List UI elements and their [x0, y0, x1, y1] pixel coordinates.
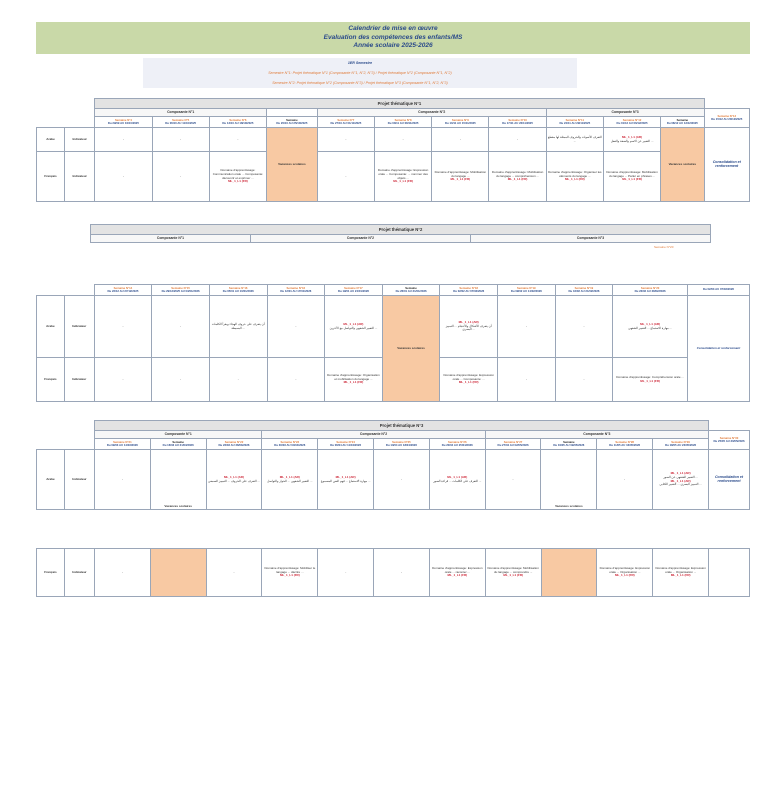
cell-empty: -: [206, 549, 262, 597]
cell-empty: -: [374, 549, 430, 597]
cell-content: Domaine d'apprentissage: Mobilisation du langage ... ML_1_L1 (FR): [432, 152, 489, 202]
week-header: Semaine N°23 Du 30/03 AU 04/04/2026: [262, 439, 318, 450]
week-header: Semaine Du 26/01 AU 31/01/2026: [382, 285, 440, 296]
semester-1-line: Semestre N°1: Projet thématique N°1 (Composante N°1, N°2, N°3) / Projet thématique N°2 (Composante N°1, N°2): [268, 71, 452, 75]
cell-content: ML_1_L1 (AR) التعرف على الحروف ... التمييز السمعي ...: [206, 450, 262, 510]
week-header: Semaine N°22 Du 23/03 AU 28/03/2026: [206, 439, 262, 450]
cell-empty: -: [95, 128, 152, 152]
cell-empty: -: [152, 128, 209, 152]
cell-content: ML_1_L1 (AR) التعبير الشفهي والتواصل مع الآخرين ...: [325, 296, 383, 358]
cell-content: التعرف الأصوات والحروف الممثلة لها مقطع ...: [546, 128, 603, 152]
cell-content: ML_1_L1 (AR) التعرف على الكلمات ... قراءة الصور ...: [429, 450, 485, 510]
cell-content: ML_1_L1 (AR) أن يتعرف الأشكال والأحجام ... التمييز البصري ...: [440, 296, 498, 358]
week-header: Semaine N°20 Du 23/02 AU 28/02/2026: [613, 285, 688, 296]
component-3-header: Composante N°3: [471, 235, 711, 243]
row-label-arabe: Arabe: [37, 128, 65, 152]
project-2-header-table: [90, 224, 711, 243]
cell-content: Domaine d'apprentissage: Mobilisation du langage ... comprendre ... ML_1_L1 (FR): [485, 549, 541, 597]
week-header: Semaine Du 04/05 AU 09/05/2026: [541, 439, 597, 450]
week-header: Du 02/03 AU 07/03/2026: [687, 285, 749, 296]
week-header: Semaine N°4 Du 29/09 AU 04/10/2025: [95, 117, 152, 128]
week-header: Semaine N°11 Du 24/11 AU 29/11/2025: [546, 117, 603, 128]
vacation-cell: Vacances scolaires: [267, 128, 318, 202]
calendar-table-project-3-francais: [36, 548, 750, 597]
row-label-arabe: Arabe: [37, 296, 65, 358]
cell-content: Domaine d'apprentissage: Communication orale ... Composante: découvrir et exprimer ... ML_1_L1 (FR): [209, 152, 266, 202]
week-header: Semaine N°10 Du 17/11 AU 22/11/2025: [489, 117, 546, 128]
component-3-header: Composante N°3: [546, 109, 704, 117]
cell-content: Domaine d'apprentissage: Expression orale ... Organisation ... ML_1_L1 (FR): [653, 549, 709, 597]
week-header: Semaine N°5 Du 06/10 AU 11/10/2025: [152, 117, 209, 128]
cell-empty: -: [489, 128, 546, 152]
cell-empty: -: [375, 128, 432, 152]
row-label-indicateur: Indicateur: [65, 128, 95, 152]
cell-empty: -: [555, 358, 613, 402]
cell-content: Domaine d'apprentissage: Compréhension orale ... ML_1_L1 (FR): [613, 358, 688, 402]
semester-heading: 1ER Semestre: [347, 61, 373, 65]
row-label-francais: Français: [37, 358, 65, 402]
cell-content: Domaine d'apprentissage: Mobiliser le langage ... décrire ... ML_1_L1 (FR): [262, 549, 318, 597]
cell-empty: -: [95, 152, 152, 202]
cell-content: Domaine d'apprentissage: Mobilisation du langage ... compréhension ... ML_1_L1 (FR): [489, 152, 546, 202]
cell-empty: -: [94, 549, 150, 597]
cell-content: ML_1_L1 (AR) التعبير عن الاسم والصفة والفعل ...: [603, 128, 660, 152]
consolidation-cell: Consolidation et renforcement: [709, 450, 750, 510]
row-label-indicateur: Indicateur: [64, 549, 94, 597]
cell-empty: -: [152, 152, 209, 202]
component-1-header: Composante N°1: [95, 109, 267, 117]
cell-empty: -: [318, 549, 374, 597]
week-header: Semaine N°16 Du 12/01 AU 17/01/2026: [267, 285, 325, 296]
week-header: Semaine N°27 Du 27/04 AU 02/05/2026: [485, 439, 541, 450]
cell-content: Domaine d'apprentissage: Organisation et mobilisation du langage ... ML_1_L1 (FR): [325, 358, 383, 402]
consolidation-cell: Consolidation et renforcement: [704, 128, 749, 202]
cell-empty: -: [267, 296, 325, 358]
week-header: Semaine N°19 Du 16/02 AU 21/02/2026: [555, 285, 613, 296]
cell-content: Domaine d'apprentissage: Organiser les éléments du langage ... ML_1_L1 (FR): [546, 152, 603, 202]
cell-empty: [709, 549, 750, 597]
title-line-1: Calendrier de mise en œuvre: [348, 25, 438, 32]
cell-empty: -: [597, 450, 653, 510]
component-3-header: Composante N°3: [485, 431, 708, 439]
cell-empty: -: [485, 450, 541, 510]
title-line-3: Année scolaire 2025-2026: [353, 42, 433, 49]
row-label-indicateur: Indicateur: [64, 358, 94, 402]
week-header: Semaine N°7 Du 27/10 AU 01/11/2025: [317, 117, 374, 128]
week-header: Semaine N°13 Du 15/12 AU 20/12/2025: [704, 109, 749, 128]
cell-empty: -: [152, 358, 210, 402]
row-label-francais: Français: [37, 549, 65, 597]
week-header: Semaine Du 08/12 AU 13/12/2025: [661, 117, 704, 128]
component-2-header: Composante N°2: [251, 235, 471, 243]
cell-empty: -: [317, 128, 374, 152]
week-header: Semaine N°16 Du 05/01 AU 10/01/2026: [209, 285, 267, 296]
calendar-table-project-1: [36, 98, 750, 202]
component-1-header: Composante N°1: [91, 235, 251, 243]
week-header: Semaine N°19 Du 09/02 AU 14/02/2026: [498, 285, 556, 296]
semester-2-line: Semestre N°2: Projet thématique N°2 (Composante N°3) / Projet thématique N°3 (Composante N°1, N°2, N°3): [272, 81, 448, 85]
cell-content: Domaine d'apprentissage: Mobilisation du langage ... Parler en phrases ... ML_1_L1 (FR): [603, 152, 660, 202]
component-2-header: Composante N°2: [262, 431, 485, 439]
week-header: Semaine N°29 Du 18/05 AU 23/05/2026: [653, 439, 709, 450]
week-header: Semaine N°24 Du 06/04 AU 11/04/2026: [318, 439, 374, 450]
week-header: Semaine N°17 Du 19/01 AU 24/01/2026: [325, 285, 383, 296]
week-header: Semaine N°6 Du 13/10 AU 18/10/2025: [209, 117, 266, 128]
project-1-header: Projet thématique N°1: [95, 99, 704, 109]
cell-empty: -: [94, 296, 152, 358]
document-title-banner: [36, 22, 750, 54]
consolidation-cell: Consolidation et renforcement: [687, 296, 749, 402]
cell-content: Domaine d'apprentissage: Expression orale ... Composante: ... nommer des objets ... ML_1_L1 (FR): [375, 152, 432, 202]
cell-content: ML_1_L1 (AR) مهارة الاستماع ... فهم النص المسموع ...: [318, 450, 374, 510]
week-header: Semaine Du 20/10 AU 25/10/2025: [267, 117, 318, 128]
cell-empty: -: [498, 358, 556, 402]
cell-empty: -: [498, 296, 556, 358]
vacation-cell: [541, 549, 597, 597]
title-line-2: Evaluation des compétences des enfants/MS: [323, 33, 463, 41]
week-header: Semaine N°26 Du 20/04 AU 25/04/2026: [429, 439, 485, 450]
week-header: Semaine N°30 Du 25/05 AU 30/05/2026: [709, 431, 750, 450]
cell-content: ML_1_L1 (AR) التعبير الشفهي ... الحوار والتواصل ...: [262, 450, 318, 510]
cell-empty: -: [152, 296, 210, 358]
week-header: Semaine Du 16/03 AU 21/03/2026: [150, 439, 206, 450]
row-label-francais: Français: [37, 152, 65, 202]
cell-empty: -: [432, 128, 489, 152]
project-2-header: Projet thématique N°2: [91, 225, 711, 235]
week-header: Semaine N°12 Du 01/12 AU 06/12/2025: [603, 117, 660, 128]
week-header: Semaine N°28 Du 11/05 AU 16/05/2026: [597, 439, 653, 450]
week-header: Semaine N°25 Du 13/04 AU 18/04/2026: [374, 439, 430, 450]
cell-content: Domaine d'apprentissage: Expression orale ... Composante: ... ML_1_L1 (FR): [440, 358, 498, 402]
row-label-arabe: Arabe: [37, 450, 65, 510]
cell-content: أن يتعرف على حروف الهجاء ويقرأ الكلمات البسيطة ...: [209, 296, 267, 358]
vacation-cell: Vacances scolaires: [661, 128, 704, 202]
vacation-cell: Vacances scolaires: [150, 450, 206, 510]
week-header: Semaine N°18 Du 02/02 AU 07/02/2026: [440, 285, 498, 296]
cell-empty: -: [267, 358, 325, 402]
vacation-cell: Vacances scolaires: [382, 296, 440, 402]
cell-empty: -: [94, 358, 152, 402]
calendar-table-project-2: [36, 284, 750, 402]
project-3-header: Projet thématique N°3: [94, 421, 708, 431]
cell-content: Domaine d'apprentissage: Expression orale ... raconter ... ML_1_L1 (FR): [429, 549, 485, 597]
cell-empty: -: [209, 358, 267, 402]
cell-empty: -: [94, 450, 150, 510]
component-1-header: Composante N°1: [94, 431, 261, 439]
semester-summary: [143, 58, 577, 88]
vacation-cell: Vacances scolaires: [541, 450, 597, 510]
calendar-table-project-3: [36, 420, 750, 510]
row-label-indicateur: Indicateur: [64, 296, 94, 358]
week-header: Semaine N°8 Du 03/11 AU 08/11/2025: [375, 117, 432, 128]
cell-empty: -: [317, 152, 374, 202]
week-header: Semaine N°21 Du 09/03 AU 14/03/2026: [94, 439, 150, 450]
week-header: Semaine N°14 Du 22/12 AU 27/12/2025: [94, 285, 152, 296]
row-label-indicateur: Indicateur: [64, 450, 94, 510]
cell-content: Domaine d'apprentissage: Expression orale ... Organisation ... ML_1_L1 (FR): [597, 549, 653, 597]
cell-empty: -: [555, 296, 613, 358]
week-note: Semaine N°20: [654, 245, 674, 249]
vacation-cell: [150, 549, 206, 597]
component-2-header: Composante N°2: [317, 109, 546, 117]
cell-empty: -: [374, 450, 430, 510]
cell-content: ML_1_L1 (AR) التعبير الشفهي عن الصور ... ML_1_L1 (AR) التمييز البصري ... التعبير الكتابي ...: [653, 450, 709, 510]
cell-empty: -: [209, 128, 266, 152]
week-header: Semaine N°9 Du 10/11 AU 15/11/2025: [432, 117, 489, 128]
cell-content: ML_1_L1 (AR) مهارة الاستماع ... التعبير الشفهي ...: [613, 296, 688, 358]
row-label-indicateur: Indicateur: [65, 152, 95, 202]
week-header: Semaine N°15 Du 29/12/2025 AU 03/01/2026: [152, 285, 210, 296]
